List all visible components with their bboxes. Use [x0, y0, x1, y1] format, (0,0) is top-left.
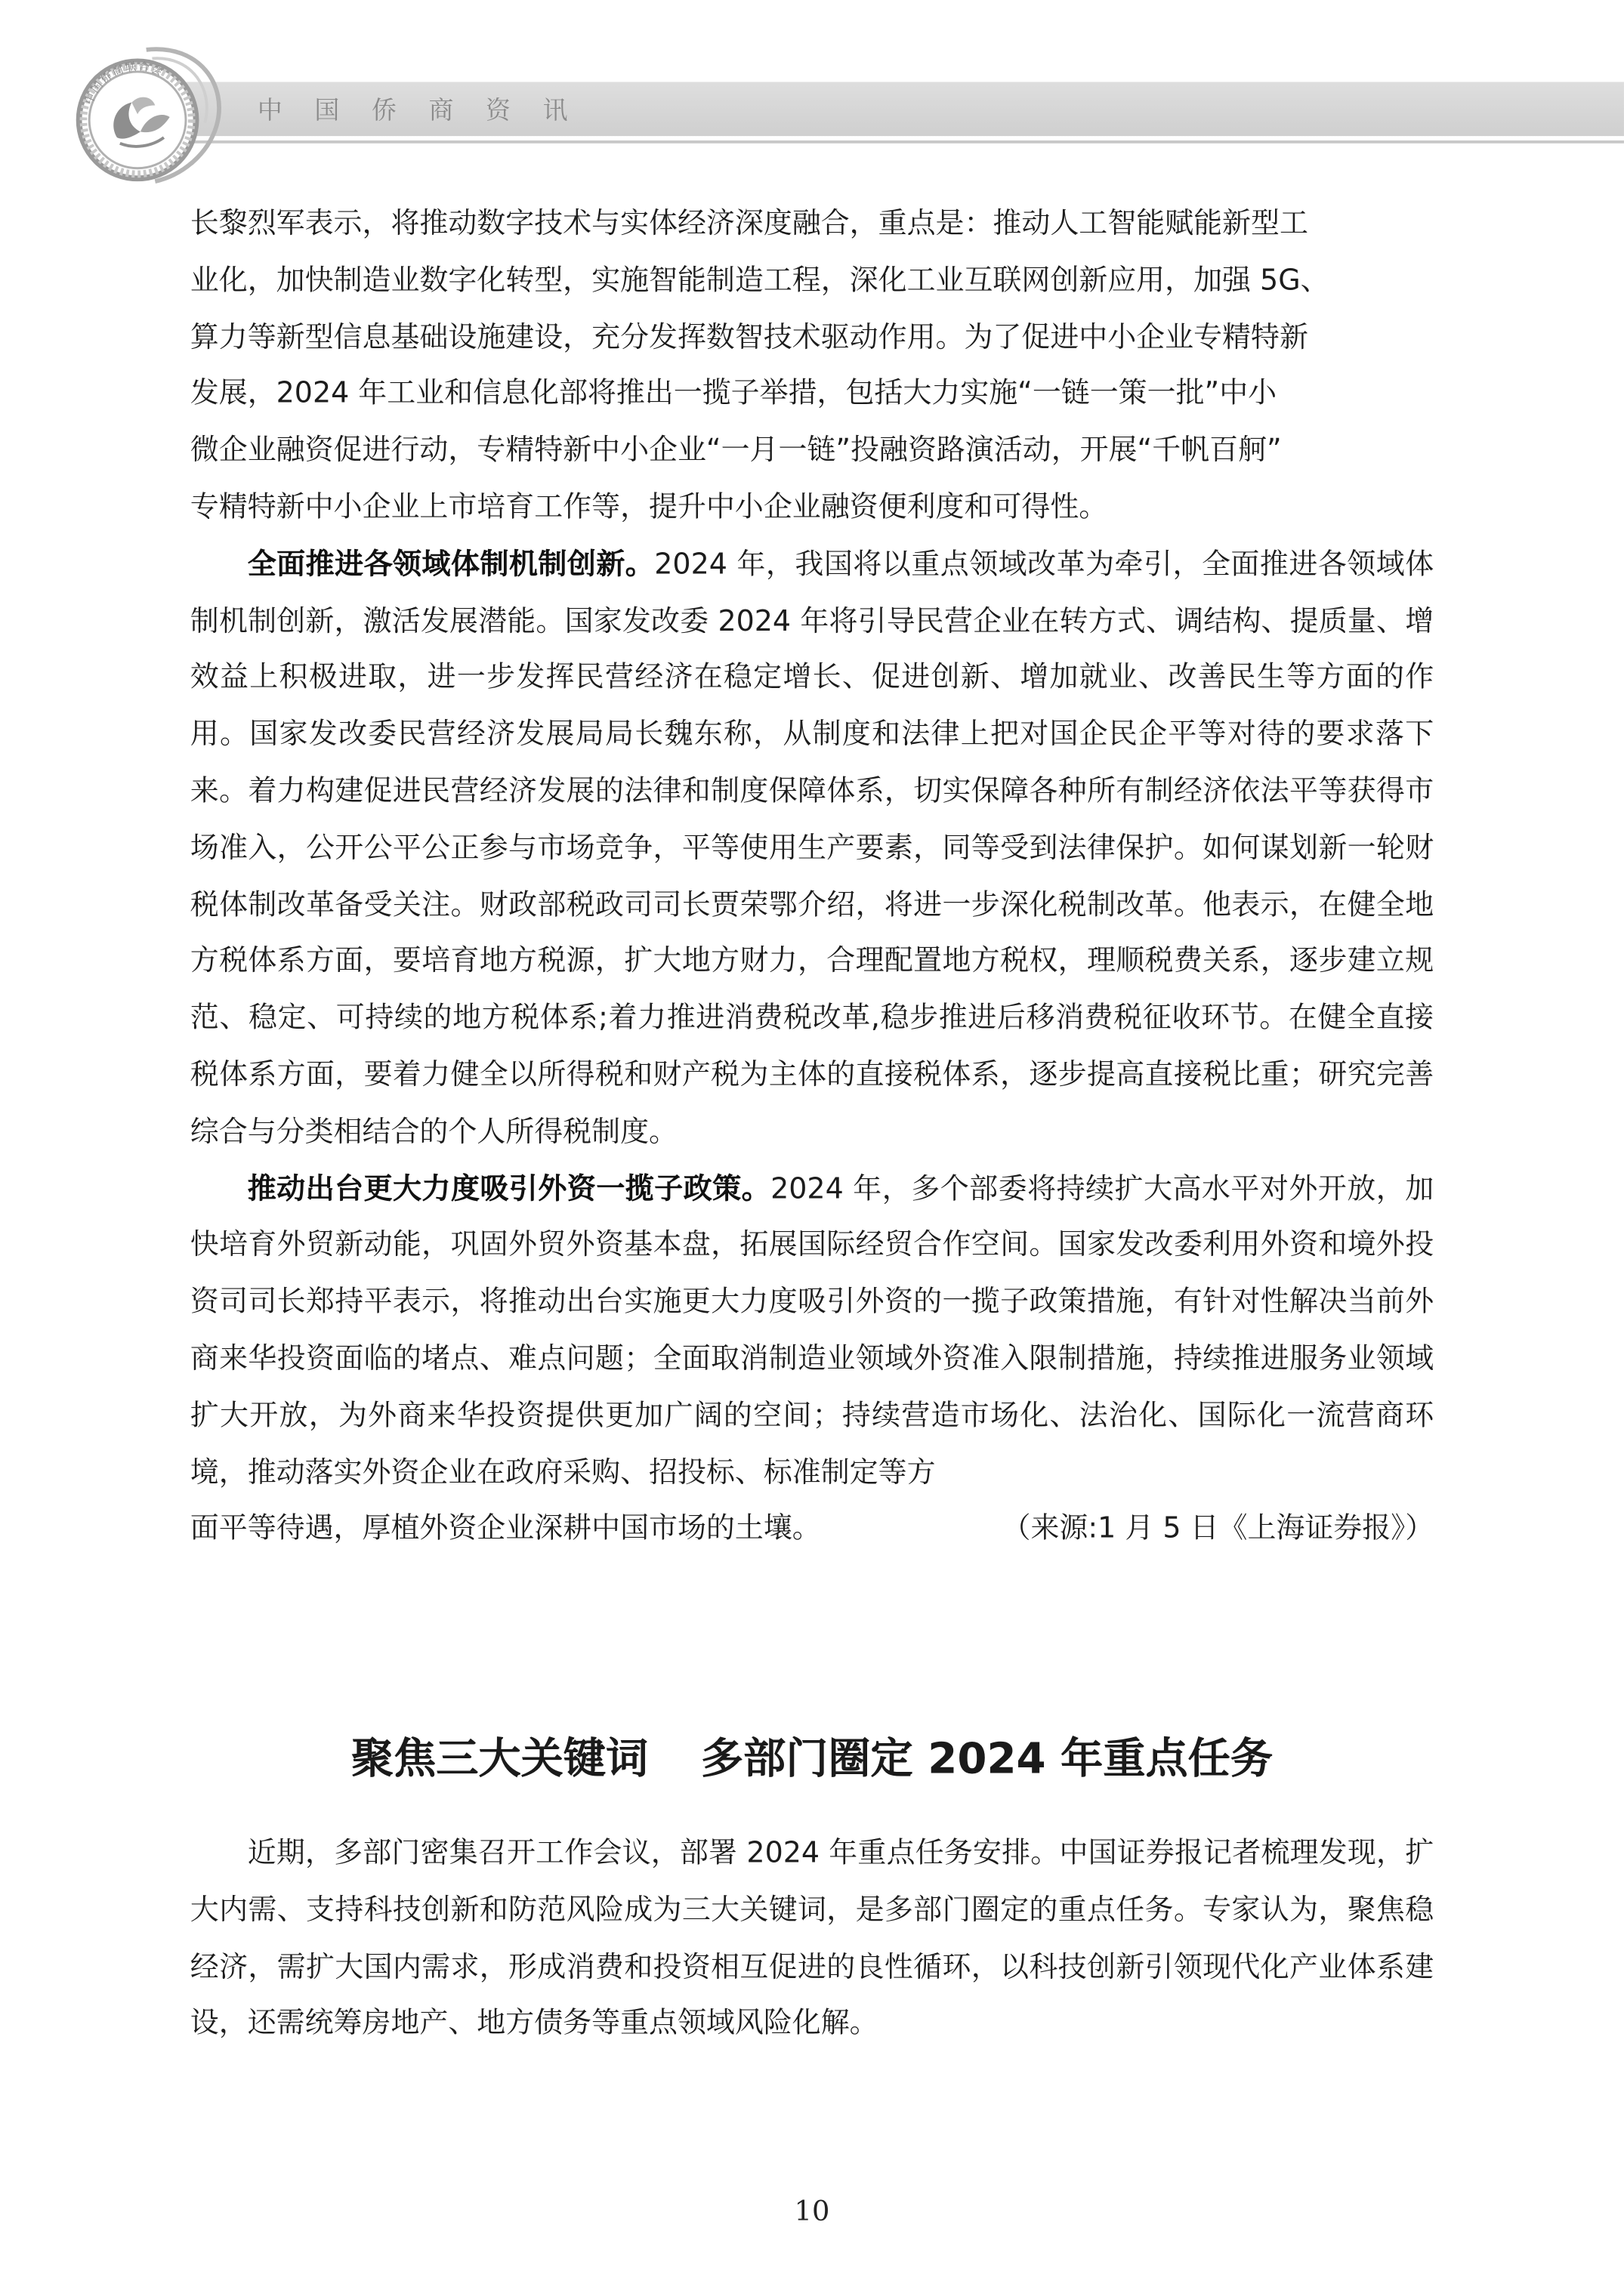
section-title-part1: 聚焦三大关键词	[350, 1733, 649, 1784]
section-body	[190, 1825, 1434, 2053]
section-title-part2: 多部门圈定 2024 年重点任务	[700, 1733, 1274, 1784]
source-citation: （来源:1 月 5 日《上海证券报》）	[1002, 1511, 1434, 1546]
page-number: 10	[794, 2196, 830, 2228]
paragraph-last-line: 面平等待遇，厚植外资企业深耕中国市场的土壤。	[190, 1511, 821, 1546]
paragraph-continuation: 长黎烈军表示，将推动数字技术与实体经济深度融合，重点是：推动人工智能赋能新型工 业化，加快制造业数字化转型，实施智能制造工程，深化工业互联网创新应用，加强 5G、 算力等新型信息基础设施建设，充分发挥数智技术驱动作用。为了促进中小企业专精特新 发展，2024 年工业和信息化部将推出一揽子举措，包括大力实施“一链一策一批”中小 微企业融资促进行动，专精特新中小企业“一月一链”投融资路演活动，开展“千帆百舸” 专精特新中小企业上市培育工作等，提升中小企业融资便利度和可得性。	[190, 206, 1329, 524]
paragraph-lead-heading: 推动出台更大力度吸引外资一揽子政策。	[247, 1171, 771, 1205]
section-paragraph: 近期，多部门密集召开工作会议，部署 2024 年重点任务安排。中国证券报记者梳理发现，扩大内需、支持科技创新和防范风险成为三大关键词，是多部门圈定的重点任务。专家认为，聚焦稳经济，需扩大国内需求，形成消费和投资相互促进的良性循环，以科技创新引领现代化产业体系建设，还需统筹房地产、地方债务等重点领域风险化解。	[190, 1835, 1434, 2040]
svg-text:中国侨商联合会: 中国侨商联合会	[83, 60, 165, 106]
paragraph-text: 2024 年，多个部委将持续扩大高水平对外开放，加快培育外贸新动能，巩固外贸外资基本盘，拓展国际经贸合作空间。国家发改委利用外资和境外投资司司长郑持平表示，将推动出台实施更大力度吸引外资的一揽子政策措施，有针对性解决当前外商来华投资面临的堵点、难点问题；全面取消制造业领域外资准入限制措施，持续推进服务业领域扩大开放，为外商来华投资提供更加广阔的空间；持续营造市场化、法治化、国际化一流营商环境，推动落实外资企业在政府采购、招投标、标准制定等方	[190, 1171, 1434, 1489]
header-divider	[161, 140, 1624, 144]
organization-logo	[58, 41, 233, 187]
paragraph-institutional-reform	[190, 536, 1434, 1161]
source-citation-line	[190, 1501, 1434, 1558]
header-title: 中国侨商资讯	[257, 96, 601, 126]
article-body	[190, 196, 1434, 1558]
paragraph-lead-heading: 全面推进各领域体制机制创新。	[247, 546, 655, 581]
paragraph-foreign-investment	[190, 1161, 1434, 1501]
paragraph-text: 2024 年，我国将以重点领域改革为牵引，全面推进各领域体制机制创新，激活发展潜能。国家发改委 2024 年将引导民营企业在转方式、调结构、提质量、增效益上积极进取，进一步发挥民营经济在稳定增长、促进创新、增加就业、改善民生等方面的作用。国家发改委民营经济发展局局长魏东称，从制度和法律上把对国企民企平等对待的要求落下来。着力构建促进民营经济发展的法律和制度保障体系，切实保障各种所有制经济依法平等获得市场准入，公开公平公正参与市场竞争，平等使用生产要素，同等受到法律保护。如何谋划新一轮财税体制改革备受关注。财政部税政司司长贾荣鄂介绍，将进一步深化税制改革。他表示，在健全地方税体系方面，要培育地方税源，扩大地方财力，合理配置地方税权，理顺税费关系，逐步建立规范、稳定、可持续的地方税体系;着力推进消费税改革,稳步推进后移消费税征收环节。在健全直接税体系方面，要着力健全以所得税和财产税为主体的直接税体系，逐步提高直接税比重；研究完善综合与分类相结合的个人所得税制度。	[190, 546, 1434, 1148]
section-title	[190, 1727, 1434, 1786]
